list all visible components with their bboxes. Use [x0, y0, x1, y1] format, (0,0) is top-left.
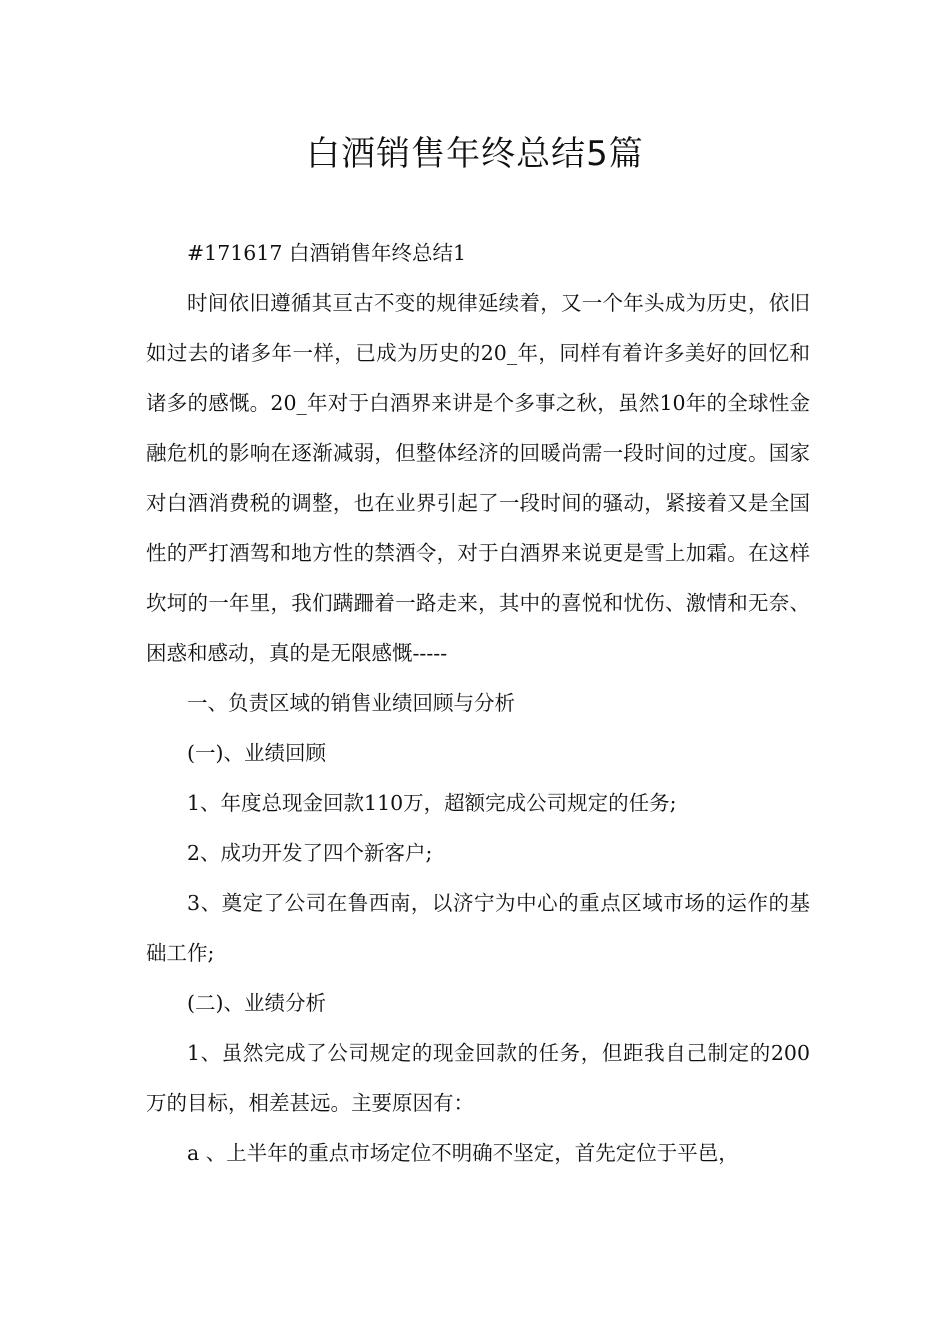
list-item: a 、上半年的重点市场定位不明确不坚定，首先定位于平邑， [187, 1141, 739, 1165]
list-item: 1、年度总现金回款110万，超额完成公司规定的任务; [187, 791, 677, 815]
intro-paragraph: 时间依旧遵循其亘古不变的规律延续着，又一个年头成为历史，依旧如过去的诸多年一样，已成为历史的20_年，同样有着许多美好的回忆和诸多的感慨。20_年对于白酒界来讲是个多事之秋，虽然10年的全球性金融危机的影响在逐渐减弱，但整体经济的回暖尚需一段时间的过度。国家对白酒消费税的调整，也在业界引起了一段时间的骚动，紧接着又是全国性的严打酒驾和地方性的禁酒令，对于白酒界来说更是雪上加霜。在这样坎坷的一年里，我们蹒跚着一路走来，其中的喜悦和忧伤、激情和无奈、困惑和感动，真的是无限感慨----- [146, 291, 810, 665]
heading-part-1: #171617 白酒销售年终总结1 [187, 241, 466, 265]
list-item: 3、奠定了公司在鲁西南，以济宁为中心的重点区域市场的运作的基础工作; [146, 891, 810, 965]
document-title: 白酒销售年终总结5篇 [306, 134, 644, 174]
list-item: 2、成功开发了四个新客户; [187, 841, 433, 865]
document-body [146, 228, 810, 1178]
subsection-heading-review: (一)、业绩回顾 [187, 741, 326, 765]
list-item: 1、虽然完成了公司规定的现金回款的任务，但距我自己制定的200万的目标，相差甚远。主要原因有： [146, 1041, 810, 1115]
section-heading-1: 一、负责区域的销售业绩回顾与分析 [187, 691, 515, 715]
subsection-heading-analysis: (二)、业绩分析 [187, 991, 326, 1015]
